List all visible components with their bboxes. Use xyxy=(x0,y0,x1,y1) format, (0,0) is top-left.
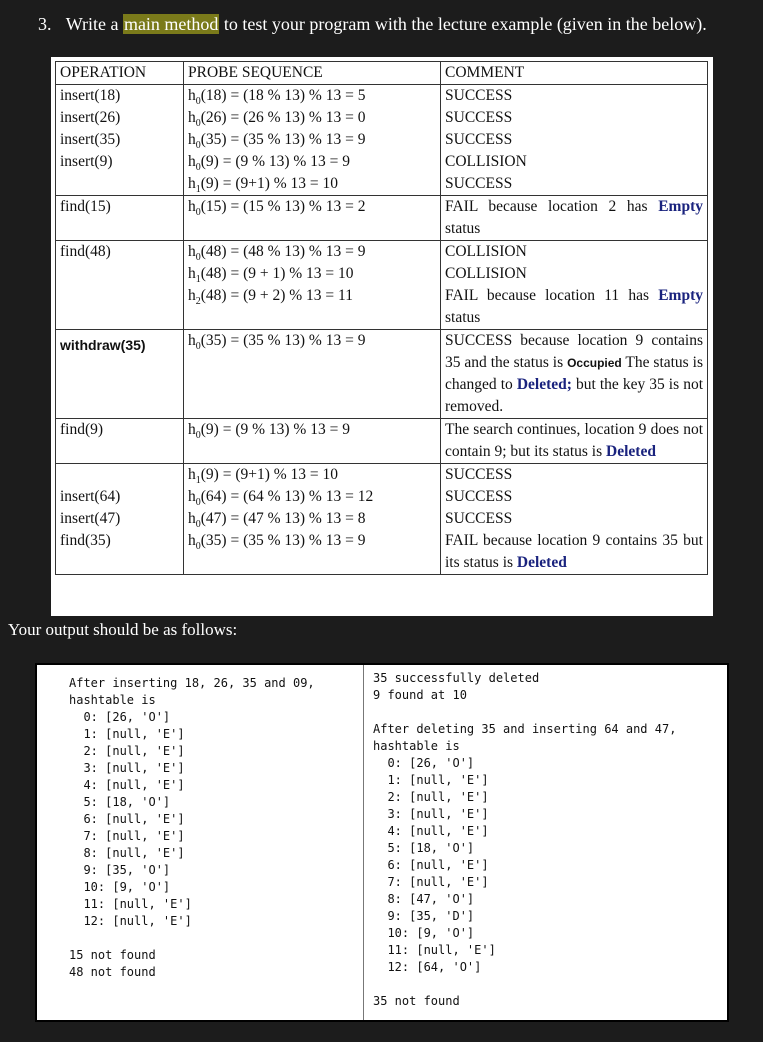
operation-cell: insert(18) xyxy=(60,87,121,104)
comment-cell: SUCCESS xyxy=(445,131,513,148)
comment-cell: The search continues, location 9 does not contain 9; but its status is Deleted xyxy=(441,419,708,464)
table-row xyxy=(56,330,708,419)
probe-cell: $h_2(48) = (9 + 2)$ % 13 = 11 xyxy=(188,287,353,308)
question-suffix: to test your program with the lecture example (given in the below). xyxy=(223,14,707,34)
table-row xyxy=(56,419,708,464)
probe-cell: $h_0(48) = (48$ % 13) % 13 = 9 xyxy=(188,243,366,264)
probe-table-panel xyxy=(51,57,713,616)
probe-cell: $h_0(15) = (15$ % 13) % 13 = 2 xyxy=(188,198,366,219)
header-comment: COMMENT xyxy=(441,62,708,85)
header-probe-sequence: PROBE SEQUENCE xyxy=(184,62,441,85)
probe-cell: $h_0(35) = (35$ % 13) % 13 = 9 xyxy=(188,532,366,553)
operation-cell xyxy=(60,464,179,486)
probe-cell: $h_0(35) = (35$ % 13) % 13 = 9 xyxy=(188,131,366,152)
table-row xyxy=(56,196,708,241)
probe-cell: $h_0(9) = (9$ % 13) % 13 = 9 xyxy=(188,421,350,442)
comment-cell: SUCCESS xyxy=(445,488,513,505)
probe-cell: $h_1(9) = (9+1)$ % 13 = 10 xyxy=(188,175,339,196)
comment-cell: SUCCESS xyxy=(445,87,513,104)
question-number: 3. xyxy=(38,14,52,34)
probe-cell: $h_0(18) = (18$ % 13) % 13 = 5 xyxy=(188,87,366,108)
operation-cell: insert(35) xyxy=(60,131,121,148)
console-divider xyxy=(363,665,364,1020)
operation-cell: find(15) xyxy=(60,198,111,215)
header-operation: OPERATION xyxy=(56,62,184,85)
comment-cell: COLLISION COLLISION FAIL because location 11 has Empty status xyxy=(441,241,708,330)
probe-cell: $h_0(35) = (35$ % 13) % 13 = 9 xyxy=(188,332,366,353)
comment-status: Deleted xyxy=(516,554,567,571)
comment-cell: SUCCESS xyxy=(445,466,513,483)
console-right-column: 35 successfully deleted 9 found at 10 After deleting 35 and inserting 64 and 47, hashtable is 0: [26, 'O'] 1: [null, 'E'] 2: [null, 'E'] 3: [null, 'E'] 4: [null, 'E'] 5: [18, 'O'] 6: [null, 'E'] 7: [null, 'E'] 8: [47, 'O'] 9: [35, 'D'] 10: [9, 'O'] 11: [null, 'E'] 12: [64, 'O'] 35 not found xyxy=(373,671,677,1008)
comment-cell: COLLISION xyxy=(445,153,527,170)
output-label: Your output should be as follows: xyxy=(8,620,238,639)
comment-cell: SUCCESS xyxy=(445,109,513,126)
operation-cell xyxy=(60,173,179,195)
comment-cell: SUCCESS because location 9 contains 35 and the status is Occupied The status is changed to Deleted; but the key 35 is not removed. xyxy=(441,330,708,419)
operation-cell: find(9) xyxy=(60,421,104,438)
operation-cell: withdraw(35) xyxy=(60,337,146,353)
question-line xyxy=(38,14,707,35)
probe-cell: $h_1(48) = (9 + 1)$ % 13 = 10 xyxy=(188,265,354,286)
comment-cell: FAIL because location 9 contains 35 but its status is xyxy=(445,532,703,571)
console-output xyxy=(35,663,729,1022)
probe-cell: $h_0(47) = (47$ % 13) % 13 = 8 xyxy=(188,510,366,531)
table-row xyxy=(56,464,708,575)
comment-cell: SUCCESS xyxy=(445,510,513,527)
comment-cell: SUCCESS xyxy=(445,175,513,192)
operation-cell: insert(47) xyxy=(60,510,121,527)
probe-cell: $h_0(26) = (26$ % 13) % 13 = 0 xyxy=(188,109,366,130)
operation-cell: find(48) xyxy=(60,243,111,260)
table-header-row xyxy=(56,62,708,85)
comment-cell: FAIL because location 2 has Empty status xyxy=(441,196,708,241)
probe-table xyxy=(55,61,708,575)
probe-cell: $h_0(64) = (64$ % 13) % 13 = 12 xyxy=(188,488,374,509)
operation-cell: insert(26) xyxy=(60,109,121,126)
highlighted-term: main method xyxy=(123,14,219,34)
probe-cell: $h_0(9) = (9$ % 13) % 13 = 9 xyxy=(188,153,350,174)
console-left-column: After inserting 18, 26, 35 and 09, hashtable is 0: [26, 'O'] 1: [null, 'E'] 2: [null, 'E'] 3: [null, 'E'] 4: [null, 'E'] 5: [18, 'O'] 6: [null, 'E'] 7: [null, 'E'] 8: [null, 'E'] 9: [35, 'O'] 10: [9, 'O'] 11: [null, 'E'] 12: [null, 'E'] 15 not found 48 not found xyxy=(69,676,315,979)
table-row xyxy=(56,85,708,196)
table-row xyxy=(56,241,708,330)
probe-cell: $h_1(9) = (9+1)$ % 13 = 10 xyxy=(188,466,339,487)
question-prefix: Write a xyxy=(65,14,119,34)
operation-cell: find(35) xyxy=(60,532,111,549)
operation-cell: insert(9) xyxy=(60,153,113,170)
operation-cell: insert(64) xyxy=(60,488,121,505)
